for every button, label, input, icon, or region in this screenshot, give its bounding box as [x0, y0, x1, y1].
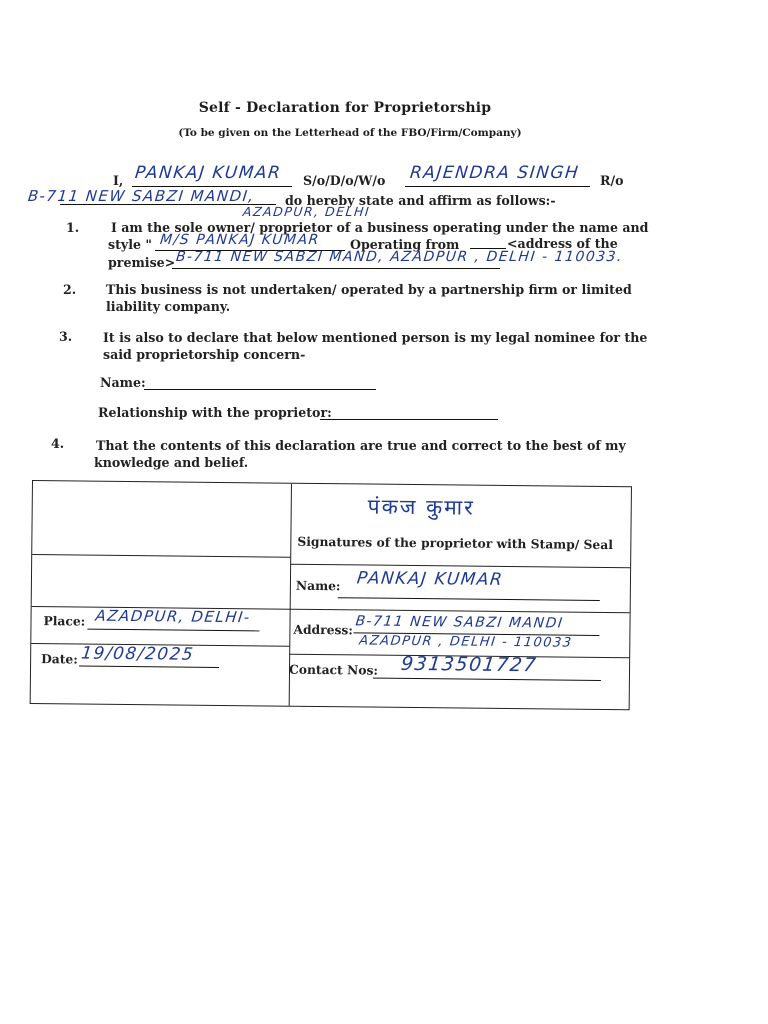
- clause-1-line1: I am the sole owner/ proprietor of a business operating under the name and: [111, 220, 649, 235]
- affirm-text: do hereby state and affirm as follows:-: [285, 193, 556, 208]
- nominee-relationship-label: Relationship with the proprietor:: [98, 405, 332, 420]
- clause-4-line2: knowledge and belief.: [94, 455, 249, 470]
- date-line: [79, 666, 219, 668]
- nominee-relationship-line: [320, 419, 498, 420]
- clause-2-line1: This business is not undertaken/ operated by a partnership firm or limited: [106, 282, 632, 297]
- premise-address-line: [172, 268, 500, 269]
- contact-line: [373, 678, 601, 681]
- signature-label: Signatures of the proprietor with Stamp/ Seal: [297, 533, 614, 553]
- clause-1-operating-text: Operating from: [350, 237, 460, 252]
- nominee-name-line: [144, 389, 376, 390]
- clause-3-number: 3.: [59, 329, 73, 344]
- place-value: AZADPUR, DELHI-: [94, 606, 252, 627]
- residence-address-handwritten: B-711 NEW SABZI MANDI,: [27, 187, 256, 205]
- document-title: Self - Declaration for Proprietorship: [198, 100, 492, 116]
- relation-label: S/o/D/o/W/o: [303, 173, 386, 188]
- date-label: Date:: [41, 651, 78, 667]
- residence-address-continuation: AZADPUR, DELHI: [242, 204, 371, 219]
- date-value: 19/08/2025: [80, 643, 196, 665]
- father-name-handwritten: RAJENDRA SINGH: [408, 163, 581, 183]
- nominee-name-label: Name:: [100, 375, 146, 390]
- declaration-table: [30, 480, 632, 710]
- business-name-handwritten: M/S PANKAJ KUMAR: [159, 232, 321, 248]
- table-address-line2: AZADPUR , DELHI - 110033: [358, 633, 574, 651]
- father-name-line: [405, 186, 590, 187]
- table-name-value: PANKAJ KUMAR: [355, 568, 505, 590]
- clause-1-style-label: style ": [108, 237, 152, 252]
- table-name-line: [338, 597, 600, 601]
- clause-1-premise-label: premise>: [108, 255, 176, 270]
- premise-address-handwritten: B-711 NEW SABZI MAND, AZADPUR , DELHI - 110033.: [175, 249, 624, 265]
- table-name-label: Name:: [295, 577, 341, 594]
- table-left-divider-1: [32, 554, 290, 558]
- clause-4-number: 4.: [51, 436, 65, 451]
- clause-3-line2: said proprietorship concern-: [103, 347, 306, 362]
- intro-prefix: I,: [113, 173, 124, 188]
- clause-1-address-placeholder: <address of the: [507, 236, 618, 251]
- clause-3-line1: It is also to declare that below mentioned person is my legal nominee for the: [103, 330, 648, 345]
- proprietor-name-handwritten: PANKAJ KUMAR: [133, 163, 283, 183]
- table-address-label: Address:: [293, 621, 353, 638]
- clause-2-number: 2.: [63, 282, 77, 297]
- clause-4-line1: That the contents of this declaration are true and correct to the best of my: [96, 438, 626, 453]
- place-line: [87, 629, 259, 632]
- place-label: Place:: [43, 613, 86, 629]
- ro-label: R/o: [600, 173, 624, 188]
- table-address-line1: B-711 NEW SABZI MANDI: [354, 613, 565, 632]
- clause-1-number: 1.: [66, 220, 80, 235]
- table-right-divider-1: [290, 564, 630, 569]
- contact-label: Contact Nos:: [288, 661, 379, 678]
- document-subtitle: (To be given on the Letterhead of the FBO/Firm/Company): [178, 127, 522, 139]
- contact-value: 9313501727: [399, 652, 539, 677]
- clause-2-line2: liability company.: [106, 299, 231, 314]
- proprietor-signature: पंकज कुमार: [367, 494, 475, 520]
